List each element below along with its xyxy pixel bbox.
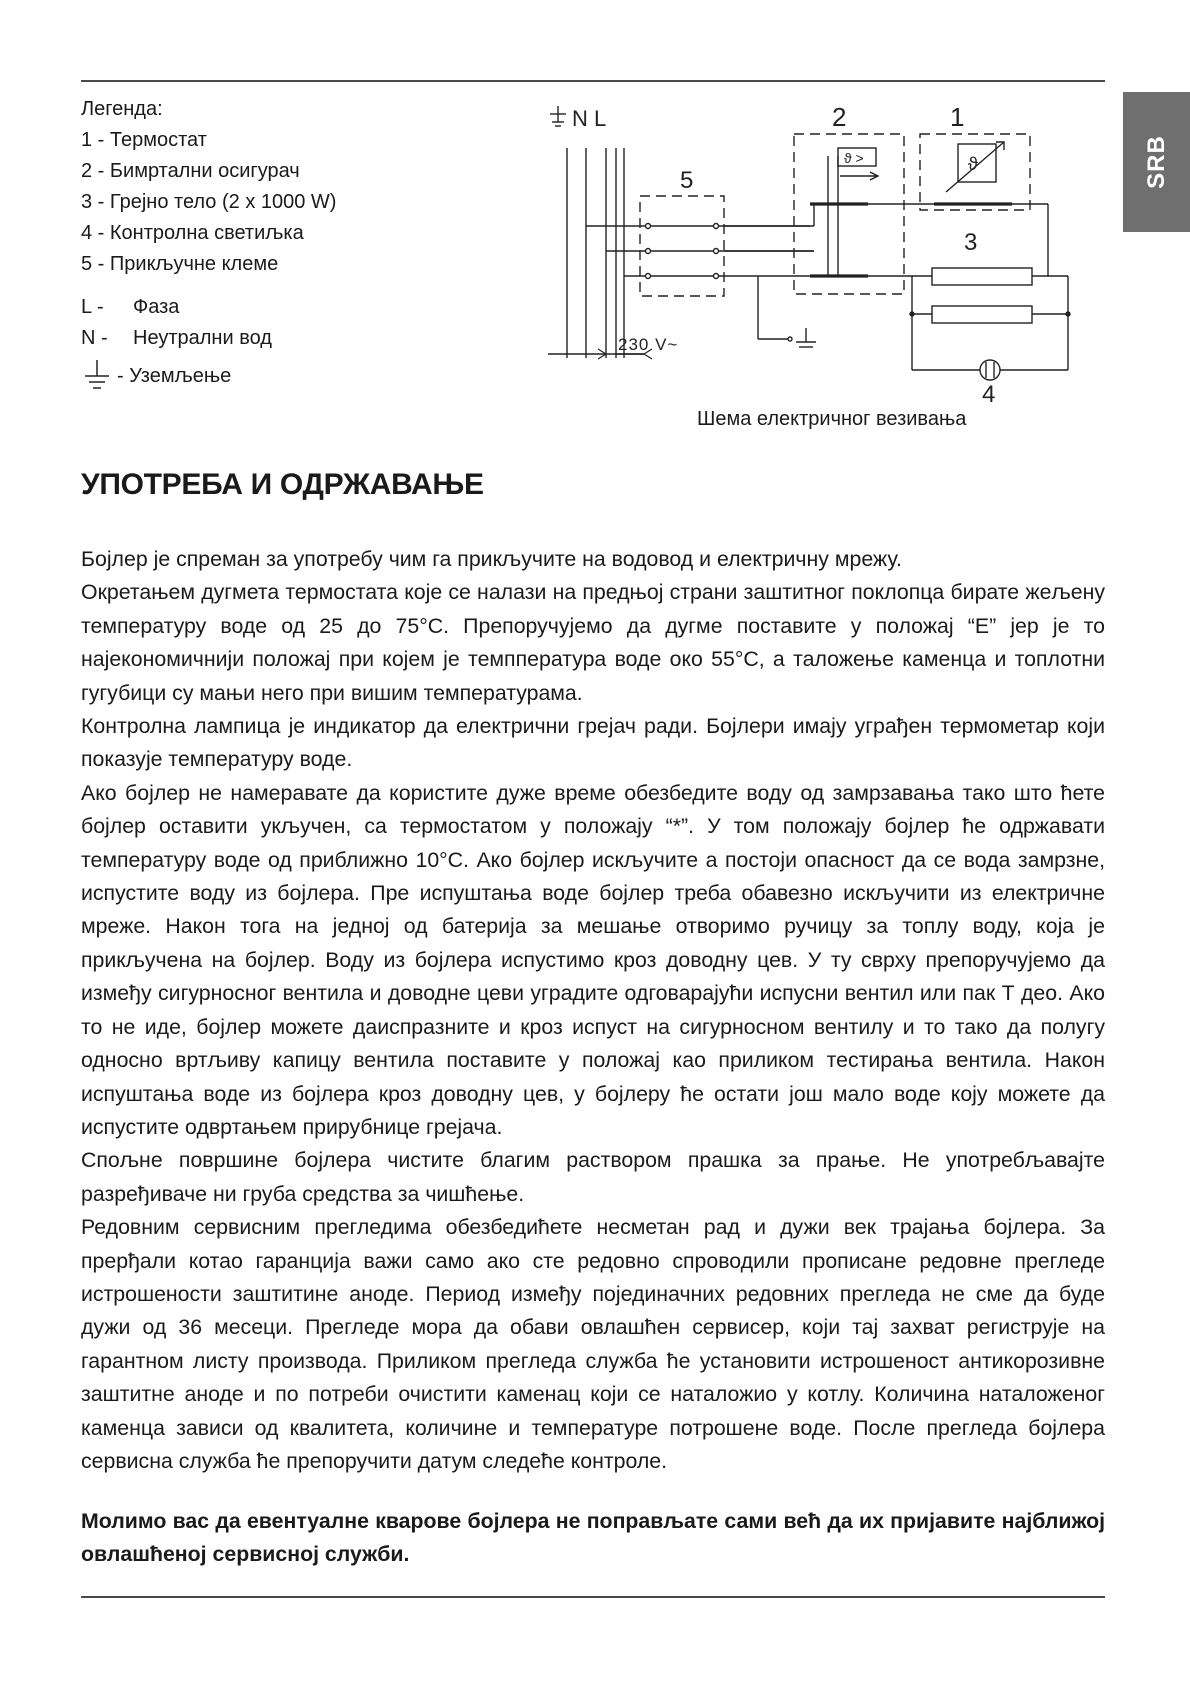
wiring-schematic xyxy=(548,96,1118,416)
paragraph: Редовним сервисним прегледима обезбедићете несметан рад и дужи век трајања бојлера. За прерђали котао гаранција важи само ако сте редовно спроводили прописане редовне прегледе истрошености заштитине аноде. Период између појединачних редовних прегледа не сме да буде дужи од 36 месеци. Прегледе мора да обави овлашћен сервисер, који тај захват региструје на гарантном листу производа. Приликом прегледа служба ће установити истрошеност антикорозивне заштитне аноде и по потреби очистити каменац који се наталожио у котлу. Количина наталоженог каменца зависи од квалитета, количине и температуре потрошене воде. После прегледа бојлера сервисна служба ће препоручити датум следеће контроле. xyxy=(81,1215,1105,1473)
svg-text:ϑ: ϑ xyxy=(968,154,978,174)
legend-item: 3 - Грејно тело (2 x 1000 W) xyxy=(81,191,337,213)
fuse-icon xyxy=(810,148,878,276)
legend-title: Легенда: xyxy=(81,98,163,120)
service-notice: Молимо вас да евентуалне кварове бојлера не поправљате сами већ да их пријавите најближој овлашћеној сервисној служби. xyxy=(81,1509,1105,1567)
lamp-icon xyxy=(980,360,1000,380)
legend-item: 2 - Бимртални осигурач xyxy=(81,160,300,182)
legend-neutral xyxy=(81,323,481,354)
legend xyxy=(81,94,481,396)
legend-phase-label: Фаза xyxy=(133,296,180,318)
legend-item: 1 - Термостат xyxy=(81,129,207,151)
label-1: 1 xyxy=(950,102,965,132)
language-tab xyxy=(1123,92,1190,232)
legend-neutral-label: Неутрални вод xyxy=(133,327,272,349)
diagram-caption: Шема електричног везивања xyxy=(697,408,967,430)
terminals-label: N L xyxy=(572,106,607,131)
legend-neutral-code: N - xyxy=(81,327,108,349)
svg-text:ϑ >: ϑ > xyxy=(844,150,864,166)
wiring-diagram xyxy=(548,96,1118,416)
legend-item: 5 - Прикључне клеме xyxy=(81,253,279,275)
legend-phase-code: L - xyxy=(81,296,104,318)
ground-icon xyxy=(81,358,113,394)
legend-phase xyxy=(81,292,481,323)
section-body xyxy=(81,543,1105,1478)
top-rule xyxy=(81,80,1105,82)
paragraph: Спољне површине бојлера чистите благим раствором прашка за прање. Не употребљавајте разређиваче ни груба средства за чишћење. xyxy=(81,1148,1105,1206)
legend-ground xyxy=(81,356,481,396)
legend-ground-label: - Уземљење xyxy=(117,364,232,387)
bottom-rule xyxy=(81,1596,1105,1598)
ground-icon xyxy=(550,106,566,126)
legend-item: 4 - Контролна светиљка xyxy=(81,222,304,244)
label-5: 5 xyxy=(680,167,694,194)
section-title: УПОТРЕБА И ОДРЖАВАЊЕ xyxy=(81,468,484,501)
label-4: 4 xyxy=(982,381,996,408)
resistor-icon xyxy=(932,268,1032,323)
paragraph: Ако бојлер не намеравате да користите дуже време обезбедите воду од замрзавања тако што ћете бојлер оставити укључен, са термостатом у положају “*”. У том положају бојлер ће одржавати температуру воде од приближно 10°C. Ако бојлер искључите а постоји опасност да се вода замрзне, испустите воду из бојлера. Пре испуштања воде бојлер треба обавезно искључити из електричне мреже. Након тога на једној од батерија за мешање отворимо ручицу за топлу воду, која је прикључена на бојлер. Воду из бојлера испустимо кроз доводну цев. У ту сврху препоручујемо да између сигурносног вентила и доводне цеви уградите одговарајући испусни вентил или пак Т део. Ако то не иде, бојлер можете даиспразните и кроз испуст на сигурносном вентилу и то тако да полугу односно вртљиву капицу вентила поставите у положај као приликом тестирања вентила. Након испуштања воде из бојлера кроз доводну цев, у бојлеру ће остати још мало воде коју можете да испустите одвртањем прирубнице грејача. xyxy=(81,780,1105,1139)
paragraph: Окретањем дугмета термостата које се налази на предњој страни заштитног поклопца бирате жељену температуру воде од 25 до 75°C. Препоручујемо да дугме поставите у положај “E” јер је то најекономичнији положај при којем је темппература воде око 55°C, а таложење каменца и топлотни гугубици су мањи него при вишим температурама. xyxy=(81,580,1105,705)
thermostat-icon xyxy=(934,142,1012,204)
label-2: 2 xyxy=(832,102,847,132)
language-tab-label: SRB xyxy=(1142,135,1170,189)
voltage-label: 230 V~ xyxy=(618,335,679,354)
paragraph: Контролна лампица је индикатор да електрични грејач ради. Бојлери имају уграђен термометар који показује температуру воде. xyxy=(81,714,1105,772)
label-3: 3 xyxy=(964,229,978,256)
paragraph: Бојлер је спреман за употребу чим га прикључите на водовод и електричну мрежу. xyxy=(81,547,902,571)
